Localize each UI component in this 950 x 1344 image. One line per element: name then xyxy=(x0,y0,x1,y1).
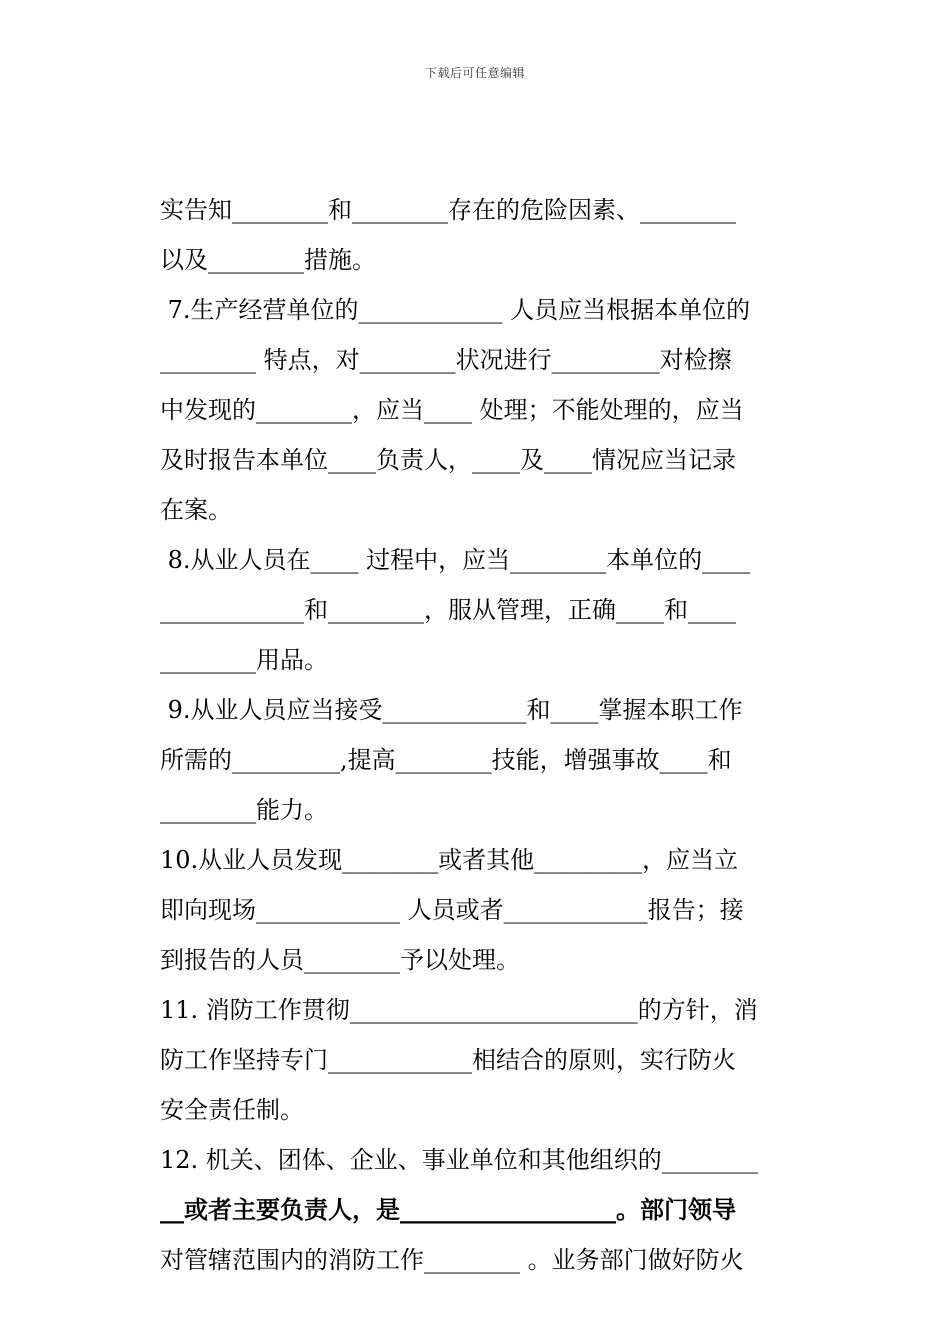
text-line xyxy=(160,735,790,785)
line-text: 10.从业人员发现________或者其他_________，应当立 xyxy=(160,846,739,874)
line-text: 即向现场____________ 人员或者____________报告；接 xyxy=(160,896,744,924)
text-line xyxy=(160,535,790,585)
line-text: 12. 机关、团体、企业、事业单位和其他组织的________ xyxy=(160,1146,758,1174)
page-header: 下载后可任意编辑 xyxy=(424,66,525,80)
document-body xyxy=(160,185,790,1285)
line-text: 及时报告本单位____负责人，____及____情况应当记录 xyxy=(160,446,736,474)
text-line xyxy=(160,985,790,1035)
line-text: 防工作坚持专门____________相结合的原则，实行防火 xyxy=(160,1046,736,1074)
line-text: 以及________措施。 xyxy=(160,246,376,274)
line-text: ________能力。 xyxy=(160,796,328,824)
text-line xyxy=(160,785,790,835)
line-text: 实告知________和________存在的危险因素、________ xyxy=(160,196,736,224)
text-line xyxy=(160,335,790,385)
text-line xyxy=(160,285,790,335)
text-line xyxy=(160,1135,790,1185)
text-line xyxy=(160,235,790,285)
line-text: 8.从业人员在____ 过程中，应当________本单位的____ xyxy=(160,546,751,574)
text-line xyxy=(160,635,790,685)
text-line xyxy=(160,1085,790,1135)
text-line xyxy=(160,835,790,885)
text-line xyxy=(160,485,790,535)
text-line xyxy=(160,685,790,735)
line-text: 中发现的________，应当____ 处理；不能处理的，应当 xyxy=(160,396,744,424)
line-text: 安全责任制。 xyxy=(160,1096,304,1124)
line-text: 9.从业人员应当接受____________和____掌握本职工作 xyxy=(160,696,743,724)
line-text: __或者主要负责人，是__________________。部门领导 xyxy=(160,1195,736,1224)
line-text: 对管辖范围内的消防工作________ 。业务部门做好防火 xyxy=(160,1246,744,1274)
line-text: 到报告的人员________予以处理。 xyxy=(160,946,520,974)
line-text: ____________和________，服从管理，正确____和____ xyxy=(160,596,736,624)
text-line xyxy=(160,1235,790,1285)
line-text: 在案。 xyxy=(160,496,232,524)
text-line xyxy=(160,435,790,485)
line-text: 所需的_________,提高________技能，增强事故____和 xyxy=(160,746,732,774)
line-text: 7.生产经营单位的____________ 人员应当根据本单位的 xyxy=(160,296,751,324)
line-text: 11. 消防工作贯彻________________________的方针，消 xyxy=(160,996,758,1024)
text-line xyxy=(160,1035,790,1085)
text-line xyxy=(160,385,790,435)
text-line xyxy=(160,885,790,935)
text-line xyxy=(160,185,790,235)
line-text: ________用品。 xyxy=(160,646,328,674)
text-line xyxy=(160,585,790,635)
text-line xyxy=(160,935,790,985)
line-text: ________ 特点，对________状况进行_________对检擦 xyxy=(160,346,732,374)
text-line xyxy=(160,1185,790,1235)
